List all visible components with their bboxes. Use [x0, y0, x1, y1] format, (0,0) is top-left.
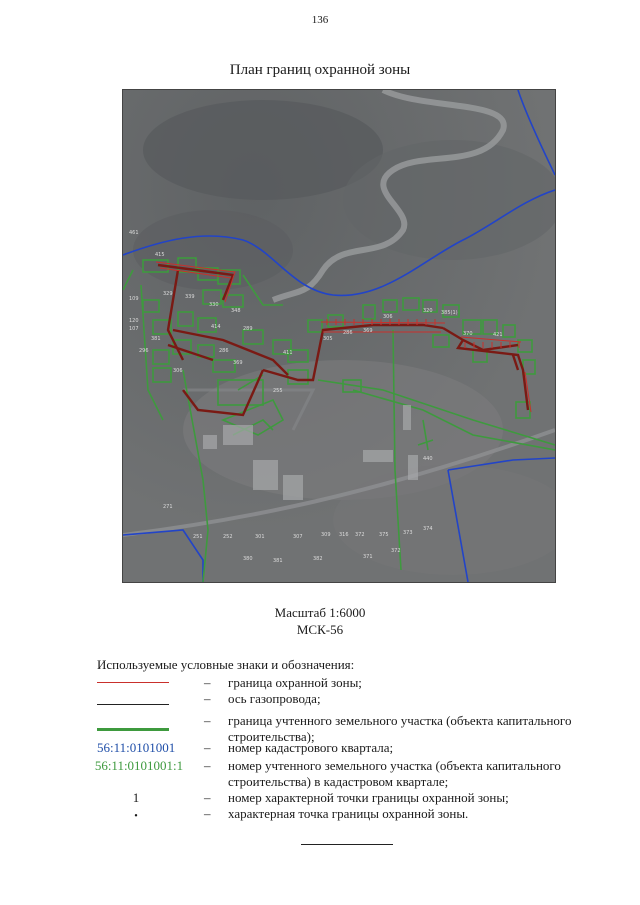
point-number-sample: 1	[132, 790, 140, 805]
parcel-label: 381	[151, 336, 161, 342]
parcel-label: 369	[233, 360, 243, 366]
parcel-label: 373	[403, 530, 413, 536]
legend-text: ось газопровода;	[228, 691, 321, 706]
parcel-label: 120	[129, 318, 139, 324]
parcel-label: 286	[219, 348, 229, 354]
legend-heading: Используемые условные знаки и обозначения:	[97, 657, 355, 672]
map-image	[123, 90, 555, 582]
parcel-label: 289	[243, 326, 253, 332]
parcel-label: 339	[185, 294, 195, 300]
parcel-label: 320	[423, 308, 433, 314]
parcel-label: 255	[273, 388, 283, 394]
parcel-label: 411	[283, 350, 293, 356]
green-line-icon	[97, 728, 169, 731]
parcel-label: 286	[343, 330, 353, 336]
parcel-label: 296	[139, 348, 149, 354]
legend-dash: –	[204, 675, 211, 690]
parcel-label: 329	[163, 291, 173, 297]
map-title: План границ охранной зоны	[229, 62, 411, 78]
legend-dash: –	[204, 740, 211, 755]
satellite-map	[123, 90, 555, 582]
parcel-label: 370	[463, 331, 473, 337]
parcel-label: 369	[363, 328, 373, 334]
red-line-icon	[97, 682, 169, 683]
parcel-label: 307	[293, 534, 303, 540]
parcel-label: 414	[211, 324, 221, 330]
legend-dash: –	[204, 806, 211, 821]
legend-dash: –	[204, 758, 211, 773]
parcel-label: 316	[339, 532, 349, 538]
parcel-label: 109	[129, 296, 139, 302]
parcel-label: 381	[273, 558, 283, 564]
legend-dash: –	[204, 790, 211, 805]
parcel-label: 372	[355, 532, 365, 538]
parcel-label: 374	[423, 526, 433, 532]
parcel-label: 375	[379, 532, 389, 538]
page-number: 136	[311, 14, 329, 26]
parcel-label: 306	[173, 368, 183, 374]
parcel-label: 385(1)	[441, 310, 458, 316]
legend-text: номер учтенного земельного участка (объекта капитального строительства) в кадастровом квартале;	[228, 758, 561, 789]
legend-text: характерная точка границы охранной зоны.	[228, 806, 469, 821]
parcel-label: 372	[391, 548, 401, 554]
parcel-label: 301	[255, 534, 265, 540]
coordinate-system: МСК-56	[296, 622, 344, 637]
parcel-label: 461	[129, 230, 139, 236]
black-line-icon	[97, 704, 169, 705]
parcel-label: 271	[163, 504, 173, 510]
parcel-label: 440	[423, 456, 433, 462]
parcel-label: 415	[155, 252, 165, 258]
footer-rule	[301, 844, 393, 845]
parcel-label: 107	[129, 326, 139, 332]
point-marker-icon: •	[134, 811, 138, 822]
quarter-number-sample: 56:11:0101001	[97, 740, 176, 755]
legend-text: номер кадастрового квартала;	[228, 740, 394, 755]
parcel-label: 251	[193, 534, 203, 540]
parcel-label: 252	[223, 534, 233, 540]
legend-text: граница учтенного земельного участка (объекта капитального строительства);	[228, 713, 572, 744]
legend-text: граница охранной зоны;	[228, 675, 362, 690]
parcel-label: 421	[493, 332, 503, 338]
parcel-label: 306	[383, 314, 393, 320]
legend-dash: –	[204, 713, 211, 728]
parcel-label: 305	[323, 336, 333, 342]
scale-block	[0, 604, 640, 638]
parcel-label: 348	[231, 308, 241, 314]
parcel-label: 371	[363, 554, 373, 560]
parcel-label: 309	[321, 532, 331, 538]
scale-text: Масштаб 1:6000	[274, 605, 366, 620]
parcel-label: 380	[243, 556, 253, 562]
parcel-label: 330	[209, 302, 219, 308]
legend-dash: –	[204, 691, 211, 706]
parcel-number-sample: 56:11:0101001:1	[94, 758, 184, 773]
parcel-label: 382	[313, 556, 323, 562]
legend-text: номер характерной точки границы охранной зоны;	[228, 790, 509, 805]
